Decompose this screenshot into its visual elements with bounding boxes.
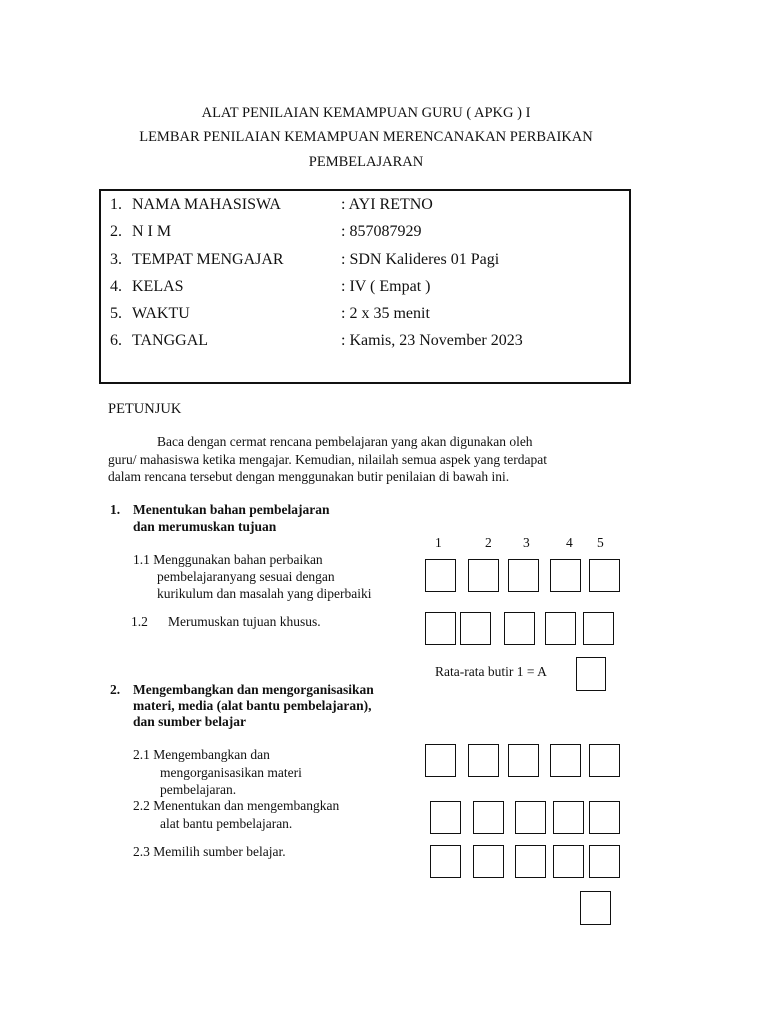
- section2-average-box[interactable]: [580, 891, 611, 925]
- item-2-3-text: 2.3 Memilih sumber belajar.: [133, 844, 286, 859]
- section2-number: 2.: [110, 682, 121, 697]
- field-label-tanggal: TANGGAL: [132, 332, 209, 349]
- item-1-1-line1: 1.1 Menggunakan bahan perbaikan: [133, 552, 323, 567]
- score-box-2-3-4[interactable]: [553, 845, 584, 878]
- instructions-line3: dalam rencana tersebut dengan menggunakan butir penilaian di bawah ini.: [108, 469, 510, 484]
- scale-label-5: 5: [597, 535, 604, 550]
- average-label: Rata-rata butir 1 = A: [435, 664, 547, 679]
- instructions-line1: Baca dengan cermat rencana pembelajaran yang akan digunakan oleh: [157, 434, 533, 449]
- score-box-1-1-2[interactable]: [468, 559, 499, 592]
- instructions-line2: guru/ mahasiswa ketika mengajar. Kemudian, nilailah semua aspek yang terdapat: [108, 452, 547, 467]
- item-1-1-line3: kurikulum dan masalah yang diperbaiki: [157, 586, 372, 601]
- item-2-1-line3: pembelajaran.: [160, 782, 237, 797]
- field-number: 1.: [110, 196, 122, 213]
- document-title-line3: PEMBELAJARAN: [308, 154, 424, 170]
- section1-title-line2: dan merumuskan tujuan: [133, 519, 277, 534]
- item-2-1-line2: mengorganisasikan materi: [160, 765, 302, 780]
- scale-label-4: 4: [566, 535, 573, 550]
- score-box-2-2-3[interactable]: [515, 801, 546, 834]
- score-box-2-1-3[interactable]: [508, 744, 539, 777]
- score-box-2-3-5[interactable]: [589, 845, 620, 878]
- score-box-2-2-1[interactable]: [430, 801, 461, 834]
- field-value-nama: : AYI RETNO: [341, 196, 433, 213]
- field-label-nim: N I M: [132, 223, 172, 240]
- document-title-line1: ALAT PENILAIAN KEMAMPUAN GURU ( APKG ) I: [201, 105, 531, 121]
- score-box-2-3-2[interactable]: [473, 845, 504, 878]
- field-value-kelas: : IV ( Empat ): [341, 278, 431, 295]
- field-number: 4.: [110, 278, 122, 295]
- score-box-1-1-3[interactable]: [508, 559, 539, 592]
- field-number: 3.: [110, 251, 122, 268]
- score-box-1-2-1[interactable]: [425, 612, 456, 645]
- score-box-2-1-4[interactable]: [550, 744, 581, 777]
- score-box-1-1-1[interactable]: [425, 559, 456, 592]
- score-box-1-2-5[interactable]: [583, 612, 614, 645]
- section2-title-line2: materi, media (alat bantu pembelajaran),: [133, 698, 372, 713]
- section1-number: 1.: [110, 502, 121, 517]
- scale-label-1: 1: [435, 535, 442, 550]
- instructions-heading: PETUNJUK: [108, 401, 182, 417]
- field-value-nim: : 857087929: [341, 223, 422, 240]
- score-box-2-2-4[interactable]: [553, 801, 584, 834]
- item-1-1-line2: pembelajaranyang sesuai dengan: [157, 569, 335, 584]
- item-2-2-line2: alat bantu pembelajaran.: [160, 816, 293, 831]
- field-number: 5.: [110, 305, 122, 322]
- field-number: 2.: [110, 223, 122, 240]
- field-value-tempat: : SDN Kalideres 01 Pagi: [341, 251, 500, 268]
- score-box-2-1-1[interactable]: [425, 744, 456, 777]
- score-box-1-2-4[interactable]: [545, 612, 576, 645]
- item-2-1-line1: 2.1 Mengembangkan dan: [133, 747, 270, 762]
- score-box-2-3-1[interactable]: [430, 845, 461, 878]
- score-box-1-1-4[interactable]: [550, 559, 581, 592]
- field-number: 6.: [110, 332, 122, 349]
- item-2-2-line1: 2.2 Menentukan dan mengembangkan: [133, 798, 340, 813]
- section2-title-line1: Mengembangkan dan mengorganisasikan: [133, 682, 374, 697]
- item-1-2-number: 1.2: [131, 614, 148, 629]
- field-label-nama: NAMA MAHASISWA: [132, 196, 281, 213]
- field-value-tanggal: : Kamis, 23 November 2023: [341, 332, 523, 349]
- score-box-2-1-2[interactable]: [468, 744, 499, 777]
- score-box-1-2-3[interactable]: [504, 612, 535, 645]
- item-1-2-text: Merumuskan tujuan khusus.: [168, 614, 321, 629]
- score-box-2-3-3[interactable]: [515, 845, 546, 878]
- score-box-2-2-5[interactable]: [589, 801, 620, 834]
- field-label-waktu: WAKTU: [132, 305, 190, 322]
- score-box-2-2-2[interactable]: [473, 801, 504, 834]
- score-box-1-2-2[interactable]: [460, 612, 491, 645]
- field-label-tempat: TEMPAT MENGAJAR: [132, 251, 284, 268]
- field-value-waktu: : 2 x 35 menit: [341, 305, 430, 322]
- scale-label-2: 2: [485, 535, 492, 550]
- scale-label-3: 3: [523, 535, 530, 550]
- section1-title-line1: Menentukan bahan pembelajaran: [133, 502, 330, 517]
- section2-title-line3: dan sumber belajar: [133, 714, 247, 729]
- field-label-kelas: KELAS: [132, 278, 184, 295]
- score-box-2-1-5[interactable]: [589, 744, 620, 777]
- score-box-1-1-5[interactable]: [589, 559, 620, 592]
- average-box[interactable]: [576, 657, 606, 691]
- document-title-line2: LEMBAR PENILAIAN KEMAMPUAN MERENCANAKAN PERBAIKAN: [139, 129, 593, 145]
